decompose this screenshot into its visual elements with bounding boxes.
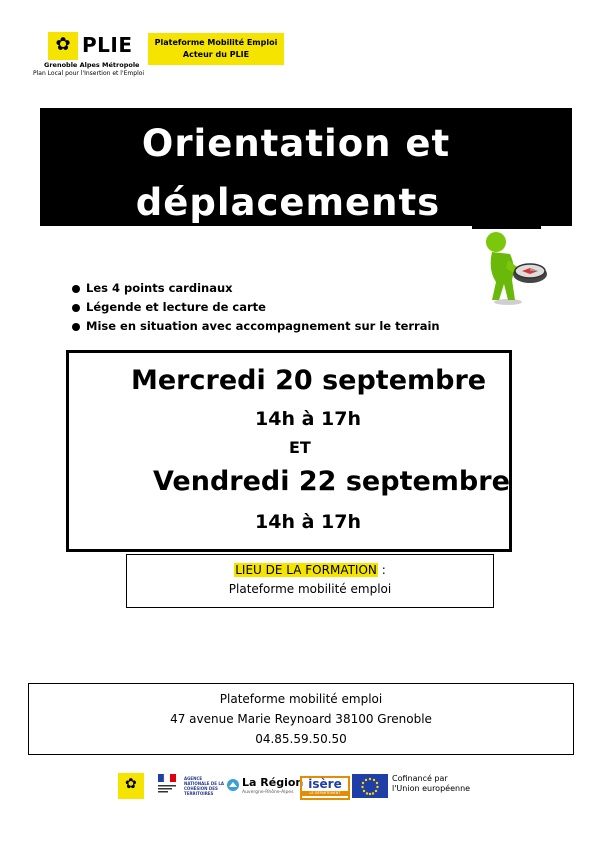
- eu-cofinance-text: [392, 774, 482, 806]
- plie-name: PLIE: [82, 33, 133, 57]
- region-logo: [226, 770, 304, 802]
- session-dates-box: [66, 350, 512, 552]
- isere-subtitle: LE DÉPARTEMENT: [302, 791, 348, 796]
- training-location-box: [126, 554, 494, 608]
- grenoble-metropole-logo: ✿: [118, 773, 144, 799]
- bullet-icon: [72, 285, 80, 293]
- isere-name: isère: [308, 777, 342, 791]
- list-item: Les 4 points cardinaux: [72, 279, 440, 298]
- address-street: 47 avenue Marie Reynoard 38100 Grenoble: [170, 712, 432, 726]
- flower-icon: ✿: [55, 34, 71, 55]
- location-label-colon: :: [377, 563, 386, 577]
- cofinance-line2: l'Union européenne: [392, 784, 471, 793]
- address-phone: 04.85.59.50.50: [255, 732, 347, 746]
- title-line-2: déplacements: [135, 181, 441, 224]
- region-mark-icon: [226, 778, 240, 792]
- plie-subtitle: Grenoble Alpes Métropole: [44, 61, 140, 69]
- cofinance-line1: Cofinancé par: [392, 774, 448, 783]
- badge-line2: Acteur du PLIE: [182, 50, 250, 59]
- session-time-1: 14h à 17h: [255, 408, 361, 430]
- session-time-2: 14h à 17h: [255, 511, 361, 533]
- marianne-icon: [156, 770, 178, 802]
- partner-logos: [118, 770, 486, 802]
- location-label: LIEU DE LA FORMATION: [235, 563, 377, 577]
- eu-stars-icon: [352, 774, 388, 798]
- badge-line1: Plateforme Mobilité Emploi: [154, 38, 278, 47]
- republique-francaise-logo: [156, 770, 178, 802]
- bullet-icon: [72, 304, 80, 312]
- agence-text: AGENCE NATIONALE DE LA COHÉSION DES TERRITOIRES: [184, 776, 224, 796]
- topic-list: [72, 279, 440, 336]
- agence-cohesion-logo: [184, 770, 224, 802]
- region-subtitle: Auvergne-Rhône-Alpes: [242, 790, 294, 795]
- figure-with-compass-icon: [478, 226, 548, 308]
- list-item: Mise en situation avec accompagnement sur le terrain: [72, 317, 440, 336]
- contact-address-box: [28, 683, 574, 755]
- bullet-icon: [72, 323, 80, 331]
- plateforme-badge: [148, 33, 284, 65]
- title-line-1: Orientation et: [141, 122, 451, 165]
- list-item: Légende et lecture de carte: [72, 298, 440, 317]
- plie-tagline: Plan Local pour l'Insertion et l'Emploi: [33, 70, 145, 77]
- location-heading: [127, 562, 493, 578]
- address-name: Plateforme mobilité emploi: [219, 692, 383, 706]
- dates-connector: ET: [289, 438, 311, 457]
- plie-mark: [48, 32, 78, 60]
- session-date-1: Mercredi 20 septembre: [131, 365, 487, 396]
- session-date-2: Vendredi 22 septembre: [153, 466, 510, 497]
- location-value: Plateforme mobilité emploi: [228, 582, 392, 596]
- region-name: La Région: [242, 776, 304, 789]
- eu-flag-icon: [352, 774, 388, 798]
- isere-logo: [300, 776, 350, 800]
- plie-logo: [30, 30, 148, 82]
